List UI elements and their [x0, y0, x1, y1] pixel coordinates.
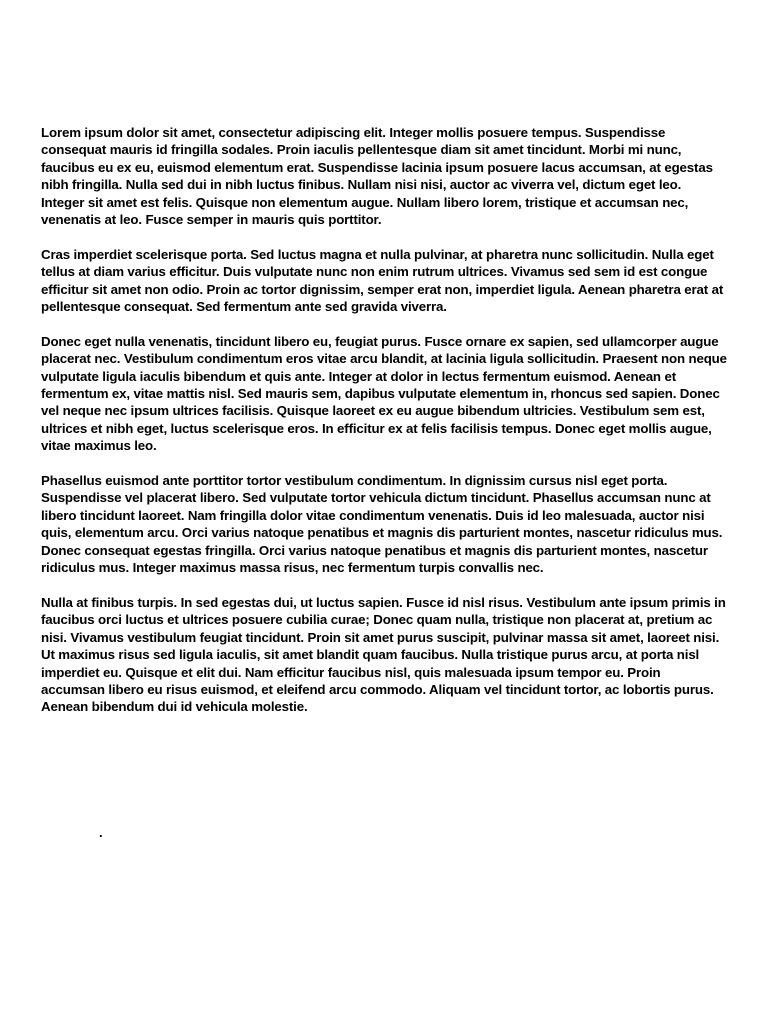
paragraph-1: Lorem ipsum dolor sit amet, consectetur adipiscing elit. Integer mollis posuere tempus. Suspendisse consequat mauris id fringilla sodales. Proin iaculis pellentesque diam sit amet tincidunt. Morbi mi nunc, faucibus eu ex eu, euismod elementum erat. Suspendisse lacinia ipsum posuere lacus accumsan, at egestas nibh fringilla. Nulla sed dui in nibh luctus finibus. Nullam nisi nisi, auctor ac viverra vel, dictum eget leo. Integer sit amet est felis. Quisque non elementum augue. Nullam libero lorem, tristique et accumsan nec, venenatis at leo. Fusce semper in mauris quis porttitor. [41, 125, 713, 228]
paragraph-5: Nulla at finibus turpis. In sed egestas dui, ut luctus sapien. Fusce id nisl risus. Vestibulum ante ipsum primis in faucibus orci luctus et ultrices posuere cubilia curae; Donec quam nulla, tristique non placerat at, pretium ac nisi. Vivamus vestibulum feugiat tincidunt. Proin sit amet purus suscipit, pulvinar massa sit amet, laoreet nisi. Ut maximus risus sed ligula iaculis, sit amet blandit quam faucibus. Nulla tristique purus arcu, at porta nisl imperdiet eu. Quisque et elit dui. Nam efficitur faucibus nisl, quis malesuada ipsum tempor eu. Proin accumsan libero eu risus euismod, et eleifend arcu commodo. Aliquam vel tincidunt tortor, ac lobortis purus. Aenean bibendum dui id vehicula molestie. [41, 594, 726, 715]
stray-dot-mark: . [99, 825, 103, 840]
paragraph-2: Cras imperdiet scelerisque porta. Sed luctus magna et nulla pulvinar, at pharetra nunc sollicitudin. Nulla eget tellus at diam varius efficitur. Duis vulputate nunc non enim rutrum ultrices. Vivamus sed sem id est congue efficitur sit amet non odio. Proin ac tortor dignissim, semper erat non, imperdiet ligula. Aenean pharetra erat at pellentesque consequat. Sed fermentum ante sed gravida viverra. [41, 246, 724, 315]
document-body [41, 124, 727, 733]
paragraph-3: Donec eget nulla venenatis, tincidunt libero eu, feugiat purus. Fusce ornare ex sapien, sed ullamcorper augue placerat nec. Vestibulum condimentum eros vitae arcu blandit, at lacinia ligula sollicitudin. Praesent non neque vulputate ligula iaculis bibendum et quis ante. Integer at dolor in lectus fermentum euismod. Aenean et fermentum ex, vitae mattis nisl. Sed mauris sem, dapibus vulputate elementum in, rhoncus sed sapien. Donec vel neque nec ipsum ultrices facilisis. Quisque laoreet ex eu augue bibendum ultricies. Vestibulum sem est, ultrices et nibh eget, luctus scelerisque eros. In efficitur ex at felis facilisis tempus. Donec eget mollis augue, vitae maximus leo. [41, 333, 727, 454]
paragraph-4: Phasellus euismod ante porttitor tortor vestibulum condimentum. In dignissim cursus nisl eget porta. Suspendisse vel placerat libero. Sed vulputate tortor vehicula dictum tincidunt. Phasellus accumsan nunc at libero tincidunt laoreet. Nam fringilla dolor vitae condimentum venenatis. Duis id leo malesuada, auctor nisi quis, elementum arcu. Orci varius natoque penatibus et magnis dis parturient montes, nascetur ridiculus mus. Donec consequat egestas fringilla. Orci varius natoque penatibus et magnis dis parturient montes, nascetur ridiculus mus. Integer maximus massa risus, nec fermentum turpis convallis nec. [41, 473, 723, 576]
